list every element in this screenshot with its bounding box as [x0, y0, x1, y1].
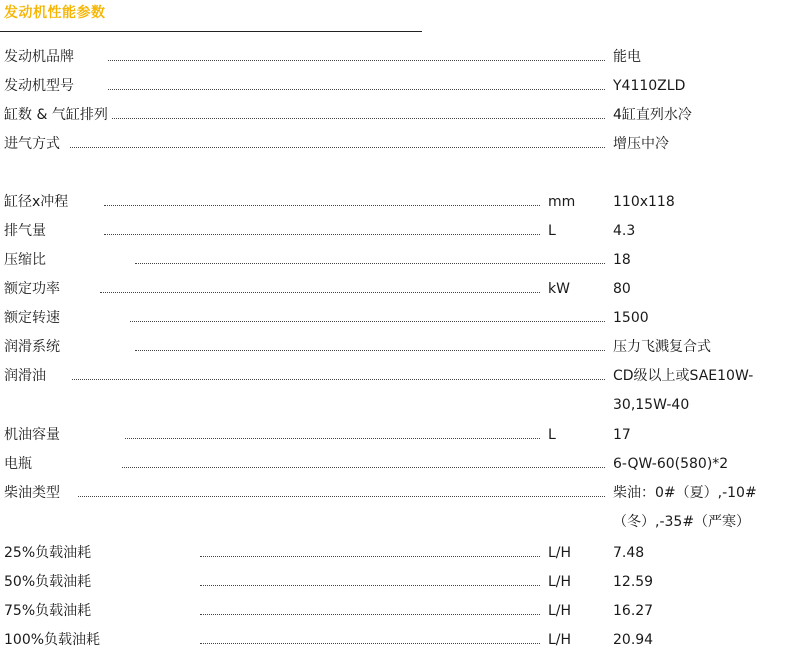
dotted-leader [108, 43, 605, 61]
spec-label: 润滑油 [4, 368, 46, 384]
spec-value: 4.3 [613, 223, 636, 239]
spec-row [0, 275, 790, 304]
spec-value: 12.59 [613, 574, 654, 590]
dotted-leader [135, 246, 605, 264]
spec-label: 发动机品牌 [4, 49, 74, 65]
spec-row [0, 217, 790, 246]
spec-value: 20.94 [613, 632, 654, 648]
spec-unit: L [548, 427, 556, 443]
spec-unit: L/H [548, 574, 572, 590]
spec-value: 能电 [613, 49, 641, 65]
spec-value: 80 [613, 281, 631, 297]
spec-row [0, 597, 790, 626]
dotted-leader [122, 450, 605, 468]
spec-label: 额定功率 [4, 281, 60, 297]
spec-value: 18 [613, 252, 631, 268]
spec-unit: L [548, 223, 556, 239]
dotted-leader [78, 479, 605, 497]
spec-label: 排气量 [4, 223, 46, 239]
spec-label: 100%负载油耗 [4, 632, 101, 648]
spec-unit: L/H [548, 603, 572, 619]
dotted-leader [112, 101, 605, 119]
spec-row [0, 101, 790, 130]
spec-value: 4缸直列水冷 [613, 107, 692, 123]
spec-label: 缸径x冲程 [4, 194, 69, 210]
spec-row [0, 188, 790, 217]
dotted-leader [100, 275, 540, 293]
spec-unit: L/H [548, 632, 572, 648]
spec-unit: mm [548, 194, 576, 210]
dotted-leader [200, 626, 540, 644]
spec-value: 1500 [613, 310, 649, 326]
spec-label: 25%负载油耗 [4, 545, 92, 561]
spec-unit: kW [548, 281, 570, 297]
spec-row [0, 43, 790, 72]
dotted-leader [108, 72, 605, 90]
spec-value: 110x118 [613, 194, 675, 210]
title-underline [0, 31, 422, 32]
dotted-leader [70, 130, 605, 148]
dotted-leader [200, 568, 540, 586]
spec-value: 柴油：0#（夏）,-10#（冬）,-35#（严寒） [613, 485, 757, 530]
dotted-leader [130, 304, 605, 322]
spec-label: 电瓶 [4, 456, 32, 472]
spec-row [0, 130, 790, 159]
spec-row [0, 333, 790, 362]
dotted-leader [200, 539, 540, 557]
spec-value: 7.48 [613, 545, 645, 561]
dotted-leader [125, 421, 540, 439]
spec-row [0, 304, 790, 333]
dotted-leader [104, 217, 540, 235]
spec-label: 压缩比 [4, 252, 46, 268]
spec-row [0, 479, 790, 530]
spec-row [0, 362, 790, 413]
spec-label: 进气方式 [4, 136, 60, 152]
spec-label: 发动机型号 [4, 78, 74, 94]
spec-label: 75%负载油耗 [4, 603, 92, 619]
spec-label: 柴油类型 [4, 485, 60, 501]
section-title: 发动机性能参数 [4, 5, 106, 21]
dotted-leader [135, 333, 605, 351]
spec-row [0, 568, 790, 597]
dotted-leader [200, 597, 540, 615]
spec-label: 机油容量 [4, 427, 60, 443]
spec-value: 17 [613, 427, 631, 443]
dotted-leader [104, 188, 540, 206]
dotted-leader [72, 362, 605, 380]
spec-row [0, 539, 790, 568]
spec-value: 16.27 [613, 603, 654, 619]
spec-label: 润滑系统 [4, 339, 60, 355]
spec-value: CD级以上或SAE10W-30,15W-40 [613, 368, 754, 413]
spec-row [0, 626, 790, 655]
spec-row [0, 246, 790, 275]
spec-value: 压力飞溅复合式 [613, 339, 711, 355]
spec-value: 增压中冷 [613, 136, 669, 152]
spec-label: 50%负载油耗 [4, 574, 92, 590]
spec-value: 6-QW-60(580)*2 [613, 456, 729, 472]
spec-row [0, 72, 790, 101]
spec-value: Y4110ZLD [613, 78, 686, 94]
spec-label: 缸数 & 气缸排列 [4, 107, 108, 123]
spec-unit: L/H [548, 545, 572, 561]
spec-label: 额定转速 [4, 310, 60, 326]
spec-row [0, 450, 790, 479]
spec-row [0, 421, 790, 450]
